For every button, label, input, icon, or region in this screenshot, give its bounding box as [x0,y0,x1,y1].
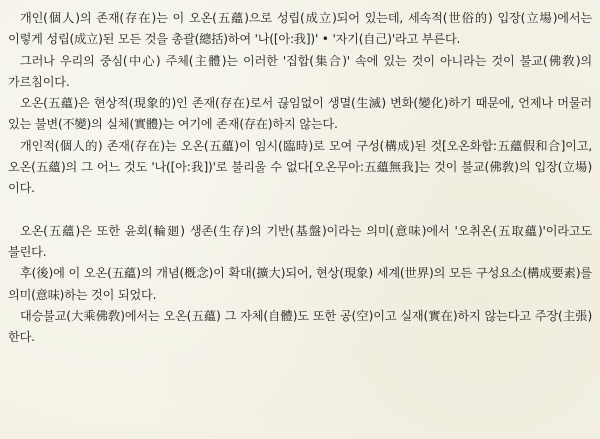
paragraph-central-subject: 그러나 우리의 중심(中心) 주체(主體)는 이러한 '집합(集合)' 속에 있는 것이 아니라는 것이 불교(佛敎)의 가르침이다. [8,53,592,89]
paragraph-spacer [8,200,592,221]
paragraph-phenomenal-existence: 오온(五蘊)은 현상적(現象的)인 존재(存在)로서 끊임없이 생멸(生滅) 변화(變化)하기 때문에, 언제나 머물러 있는 불변(不變)의 실체(實體)는 여기에 존재(存在)하지 않는다. [8,96,592,132]
paragraph-no-self: 개인적(個人的) 존재(存在)는 오온(五蘊)이 임시(臨時)로 모여 구성(構成)된 것[오온화합:五蘊假和合]이고, 오온(五蘊)의 그 어느 것도 '나([아:我])'로 불리울 수 없다[오온무아:五蘊無我]는 것이 불교(佛敎)의 입장(立場)이다. [8,138,592,196]
paragraph-mahayana-view: 대승불교(大乘佛敎)에서는 오온(五蘊) 그 자체(自體)도 또한 공(空)이고 실재(實在)하지 않는다고 주장(主張)한다. [8,308,592,345]
paragraph-concept-expansion: 후(後)에 이 오온(五蘊)의 개념(槪念)이 확대(擴大)되어, 현상(現象) 세계(世界)의 모든 구성요소(構成要素)를 의미(意味)하는 것이 되었다. [8,266,592,302]
paragraph-five-aggregates-clinging: 오온(五蘊)은 또한 윤회(輪廻) 생존(生存)의 기반(基盤)이라는 의미(意味)에서 '오취온(五取蘊)'이라고도 불린다. [8,223,592,259]
paragraph-individual-existence: 개인(個人)의 존재(存在)는 이 오온(五蘊)으로 성립(成立)되어 있는데, 세속적(世俗的) 입장(立場)에서는 이렇게 성립(成立)된 모든 것을 총괄(總括)하여 '나([아:我])' • '자기(自己)'라고 부른다. [8,11,592,47]
